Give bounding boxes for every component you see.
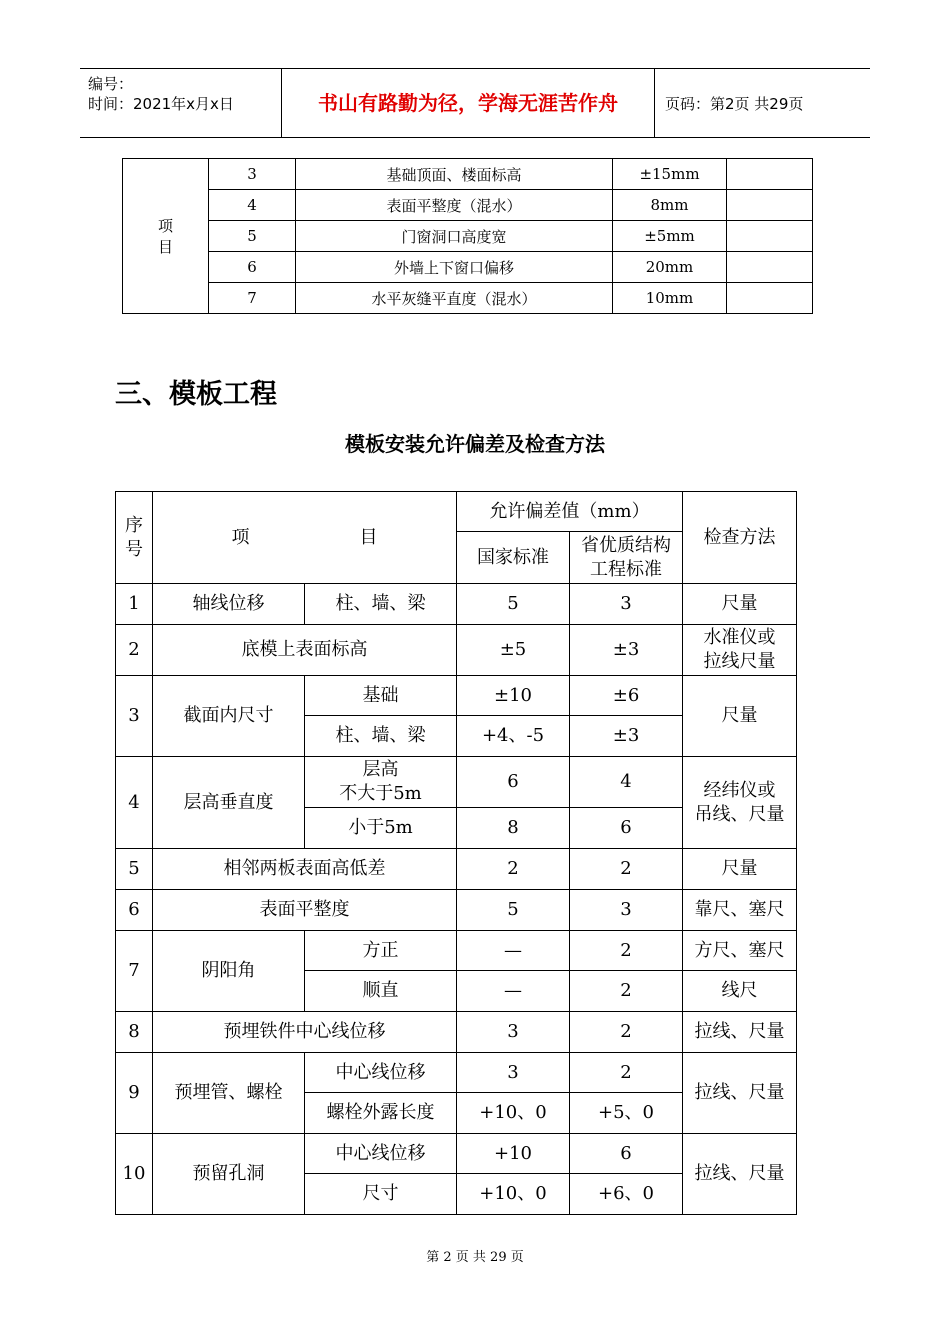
table-cell: 6 — [570, 808, 683, 849]
table-cell: +4、-5 — [457, 716, 570, 757]
table-cell: +10、0 — [457, 1093, 570, 1134]
row-value: 20mm — [613, 252, 727, 283]
row-value: 10mm — [613, 283, 727, 314]
table-cell: +10、0 — [457, 1174, 570, 1215]
table-cell: 3 — [457, 1012, 570, 1053]
row-number: 5 — [209, 221, 296, 252]
page-header — [80, 68, 870, 138]
table-cell: 2 — [570, 971, 683, 1012]
header-motto: 书山有路勤为径，学海无涯苦作舟 — [318, 91, 618, 115]
header-provincial: 省优质结构 工程标准 — [570, 532, 683, 584]
table-cell: +5、0 — [570, 1093, 683, 1134]
table-cell: +6、0 — [570, 1174, 683, 1215]
table-cell: 3 — [570, 584, 683, 625]
table-cell: 中心线位移 — [305, 1053, 457, 1093]
row-number: 6 — [209, 252, 296, 283]
row-number: 4 — [209, 190, 296, 221]
table-cell: 6 — [570, 1134, 683, 1174]
table-cell: 柱、墙、梁 — [305, 716, 457, 757]
table-cell: 轴线位移 — [153, 584, 305, 625]
table-row — [116, 584, 797, 625]
table-cell: 6 — [457, 757, 570, 808]
table-cell: 方正 — [305, 931, 457, 971]
row-item: 基础顶面、楼面标高 — [296, 159, 613, 190]
page-label: 页码：第2页 共29页 — [665, 95, 804, 113]
table-cell: 拉线、尺量 — [683, 1053, 797, 1134]
table-row — [116, 676, 797, 716]
table-cell: 7 — [116, 931, 153, 1012]
table-cell: 小于5m — [305, 808, 457, 849]
table-cell: 1 — [116, 584, 153, 625]
header-row — [116, 492, 797, 532]
table-cell: 层高垂直度 — [153, 757, 305, 849]
table-cell: 中心线位移 — [305, 1134, 457, 1174]
table-cell: 基础 — [305, 676, 457, 716]
table-row — [116, 1012, 797, 1053]
header-no: 序 号 — [116, 492, 153, 584]
row-item: 门窗洞口高度宽 — [296, 221, 613, 252]
row-extra — [727, 252, 813, 283]
table-row — [116, 890, 797, 931]
table-cell: +10 — [457, 1134, 570, 1174]
row-extra — [727, 283, 813, 314]
row-number: 3 — [209, 159, 296, 190]
table-cell: ±6 — [570, 676, 683, 716]
table-cell: 线尺 — [683, 971, 797, 1012]
table-row — [123, 159, 813, 190]
row-item: 表面平整度（混水） — [296, 190, 613, 221]
header-page-cell — [654, 69, 871, 137]
header-method: 检查方法 — [683, 492, 797, 584]
table-cell: 5 — [457, 890, 570, 931]
header-allowance: 允许偏差值（mm） — [457, 492, 683, 532]
header-national: 国家标准 — [457, 532, 570, 584]
table-row — [123, 283, 813, 314]
row-extra — [727, 159, 813, 190]
table-cell: 水准仪或 拉线尺量 — [683, 625, 797, 676]
table-cell: 4 — [570, 757, 683, 808]
table-cell: — — [457, 931, 570, 971]
header-info-cell — [80, 69, 282, 137]
table-cell: 尺寸 — [305, 1174, 457, 1215]
table-cell: ±5 — [457, 625, 570, 676]
table-title: 模板安装允许偏差及检查方法 — [345, 432, 605, 456]
table-row — [123, 221, 813, 252]
row-number: 7 — [209, 283, 296, 314]
table-cell: 2 — [570, 1053, 683, 1093]
group-label: 项 目 — [123, 159, 209, 314]
table-cell: 2 — [570, 849, 683, 890]
table-cell: 4 — [116, 757, 153, 849]
table-cell: 5 — [116, 849, 153, 890]
table-cell: 2 — [116, 625, 153, 676]
table-cell: 6 — [116, 890, 153, 931]
table-row — [116, 1134, 797, 1174]
number-label: 编号： — [88, 75, 134, 93]
row-value: ±15mm — [613, 159, 727, 190]
table-cell: 靠尺、塞尺 — [683, 890, 797, 931]
table-cell: 5 — [457, 584, 570, 625]
table-cell: ±10 — [457, 676, 570, 716]
table-cell: 方尺、塞尺 — [683, 931, 797, 971]
formwork-tolerance-table — [115, 491, 797, 1215]
table-cell: 顺直 — [305, 971, 457, 1012]
row-item: 水平灰缝平直度（混水） — [296, 283, 613, 314]
section-heading: 三、模板工程 — [115, 379, 277, 410]
table-cell: ±3 — [570, 716, 683, 757]
table-cell: 拉线、尺量 — [683, 1012, 797, 1053]
row-item: 外墙上下窗口偏移 — [296, 252, 613, 283]
table-cell: 预留孔洞 — [153, 1134, 305, 1215]
masonry-tolerance-table — [122, 158, 813, 314]
table-row — [116, 757, 797, 808]
table-cell: 尺量 — [683, 584, 797, 625]
table-cell: 经纬仪或 吊线、尺量 — [683, 757, 797, 849]
page-footer: 第 2 页 共 29 页 — [426, 1250, 524, 1265]
table-cell: 预埋管、螺栓 — [153, 1053, 305, 1134]
table-cell: 2 — [570, 1012, 683, 1053]
row-value: 8mm — [613, 190, 727, 221]
table-cell: 相邻两板表面高低差 — [153, 849, 457, 890]
table-cell: 螺栓外露长度 — [305, 1093, 457, 1134]
header-item: 项 目 — [153, 492, 457, 584]
table-cell: 9 — [116, 1053, 153, 1134]
table-row — [123, 190, 813, 221]
table-row — [123, 252, 813, 283]
table-cell: — — [457, 971, 570, 1012]
row-value: ±5mm — [613, 221, 727, 252]
table-cell: 2 — [570, 931, 683, 971]
table-cell: 阴阳角 — [153, 931, 305, 1012]
table-cell: ±3 — [570, 625, 683, 676]
table-row — [116, 625, 797, 676]
table-cell: 拉线、尺量 — [683, 1134, 797, 1215]
table-cell: 预埋铁件中心线位移 — [153, 1012, 457, 1053]
table-cell: 8 — [116, 1012, 153, 1053]
table-cell: 3 — [457, 1053, 570, 1093]
table-cell: 表面平整度 — [153, 890, 457, 931]
table-cell: 层高 不大于5m — [305, 757, 457, 808]
table-row — [116, 931, 797, 971]
table-row — [116, 849, 797, 890]
table-cell: 尺量 — [683, 849, 797, 890]
row-extra — [727, 190, 813, 221]
table-cell: 柱、墙、梁 — [305, 584, 457, 625]
table-cell: 底模上表面标高 — [153, 625, 457, 676]
table-cell: 3 — [570, 890, 683, 931]
table-cell: 3 — [116, 676, 153, 757]
table-cell: 2 — [457, 849, 570, 890]
table-cell: 截面内尺寸 — [153, 676, 305, 757]
table-cell: 8 — [457, 808, 570, 849]
table-cell: 尺量 — [683, 676, 797, 757]
time-label: 时间：2021年x月x日 — [88, 95, 234, 113]
table-cell: 10 — [116, 1134, 153, 1215]
row-extra — [727, 221, 813, 252]
table-row — [116, 1053, 797, 1093]
